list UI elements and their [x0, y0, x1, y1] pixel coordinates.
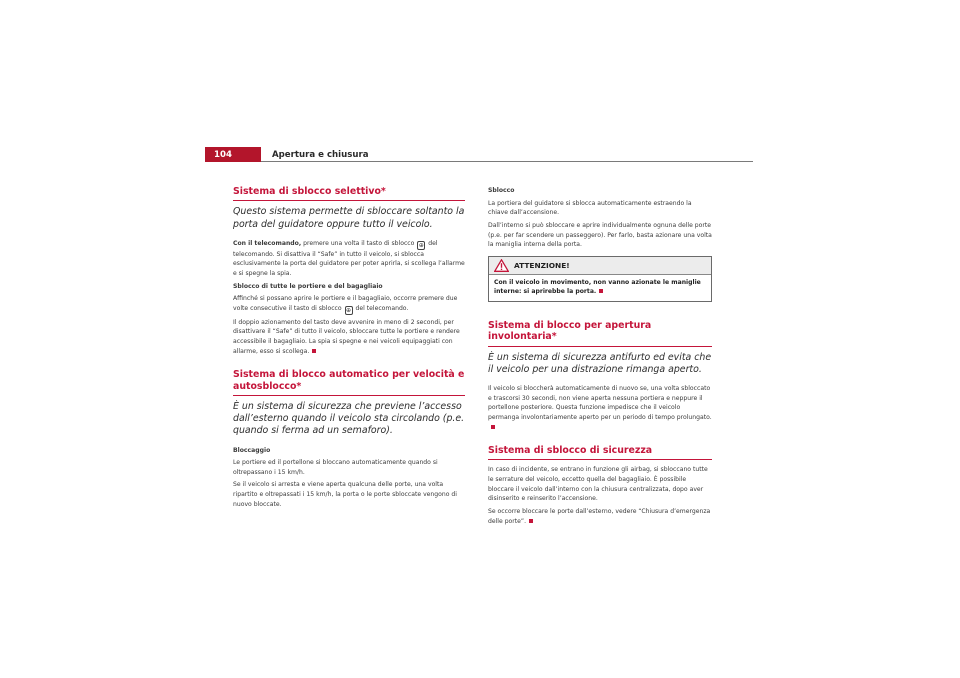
- paragraph: [233, 239, 465, 279]
- paragraph-text: Affinché si possano aprire le portiere e il bagagliaio, occorre premere due volte consecutive il tasto di sblocco: [233, 295, 458, 312]
- header-rule: [261, 161, 753, 162]
- paragraph-text: Se occorre bloccare le porte dall’esterno, vedere “Chiusura d’emergenza delle porte”.: [488, 507, 711, 525]
- paragraph: [233, 294, 465, 315]
- subheading: Sblocco: [488, 187, 515, 194]
- section-title: Sistema di sblocco di sicurezza: [488, 445, 712, 460]
- section-intro: È un sistema di sicurezza che previene l’accesso dall’esterno quando il veicolo sta circolando (p.e. quando si ferma ad un semaforo).: [233, 400, 465, 437]
- warning-triangle-icon: [494, 259, 509, 272]
- warning-header: [489, 257, 711, 275]
- end-square-icon: [599, 289, 603, 293]
- warning-box: [488, 256, 712, 302]
- unlock-key-icon: ⊕: [346, 306, 352, 314]
- warning-body: [489, 275, 711, 301]
- subheading: Bloccaggio: [233, 446, 271, 454]
- page-number: 104: [205, 147, 261, 162]
- section-title: Sistema di blocco per apertura involontaria*: [488, 320, 712, 347]
- section-auto-lock: [233, 369, 465, 509]
- section-safety-unlock: [488, 445, 712, 526]
- subheading: Sblocco di tutte le portiere e del bagagliaio: [233, 282, 383, 290]
- paragraph-text: Con il veicolo in movimento, non vanno azionate le maniglie interne: si aprirebbe la porta.: [494, 278, 701, 296]
- paragraph: Dall’interno si può sbloccare e aprire individualmente ognuna delle porte (p.e. per far scendere un passeggero). Per farlo, basta azionare una volta la maniglia interna della porta.: [488, 221, 712, 249]
- warning-text: [494, 278, 706, 297]
- end-square-icon: [491, 425, 495, 429]
- section-unlock: [488, 186, 712, 250]
- end-square-icon: [312, 349, 316, 353]
- paragraph-lead: Con il telecomando,: [233, 239, 302, 247]
- paragraph: [233, 318, 465, 357]
- paragraph-text: del telecomando.: [353, 304, 409, 312]
- paragraph: La portiera del guidatore si sblocca automaticamente estraendo la chiave dall’accensione.: [488, 199, 692, 217]
- section-title: Sistema di blocco automatico per velocità e autosblocco*: [233, 369, 465, 396]
- page-header: [205, 147, 753, 162]
- paragraph-text: Il veicolo si bloccherà automaticamente di nuovo se, una volta sbloccato e trascorsi 30 secondi, non viene aperta nessuna portiera e neppure il portellone posteriore. Questa funzione impedisce che il veicolo permanga involontariamente aperto per un periodo di tempo prolungato.: [488, 385, 712, 421]
- section-involuntary-open: [488, 320, 712, 432]
- paragraph-text: Il doppio azionamento del tasto deve avvenire in meno di 2 secondi, per disattivare il “Safe” di tutto il veicolo, sbloccare tutte le portiere e rendere accessibile il bagagliaio. La spia si spegne e nei veicoli equipaggiati con allarme, esso si scollega.: [233, 318, 460, 355]
- end-square-icon: [529, 519, 533, 523]
- paragraph-text: del telecomando. Si disattiva il “Safe” in tutto il veicolo, si sblocca esclusivamente la porta del guidatore per poter aprirla, si scollega l’allarme e si spegne la spia.: [233, 239, 465, 277]
- section-intro: Questo sistema permette di sbloccare soltanto la porta del guidatore oppure tutto il veicolo.: [233, 206, 465, 230]
- paragraph: Le portiere ed il portellone si bloccano automaticamente quando si oltrepassano i 15 km/h.: [233, 459, 438, 476]
- unlock-key-icon: ⊕: [418, 241, 424, 249]
- section-selective-unlock: [233, 186, 465, 356]
- paragraph: Se il veicolo si arresta e viene aperta qualcuna delle porte, una volta ripartito e oltrepassati i 15 km/h, la porta o le porte sbloccate vengono di nuovo bloccate.: [233, 481, 457, 508]
- paragraph: [488, 507, 712, 526]
- section-intro: È un sistema di sicurezza antifurto ed evita che il veicolo per una distrazione rimanga aperto.: [488, 351, 712, 375]
- section-title: Sistema di sblocco selettivo*: [233, 186, 465, 201]
- right-column: [488, 186, 712, 529]
- paragraph: In caso di incidente, se entrano in funzione gli airbag, si sbloccano tutte le serrature del veicolo, eccetto quella del bagagliaio. È possibile bloccare il veicolo dall’interno con la chiusura centralizzata, dopo aver disinserito e reinserito l’accensione.: [488, 466, 708, 503]
- paragraph: [488, 384, 712, 432]
- left-column: [233, 186, 465, 512]
- chapter-title: Apertura e chiusura: [272, 150, 369, 160]
- warning-title: ATTENZIONE!: [514, 260, 570, 270]
- paragraph-text: premere una volta il tasto di sblocco: [301, 239, 417, 247]
